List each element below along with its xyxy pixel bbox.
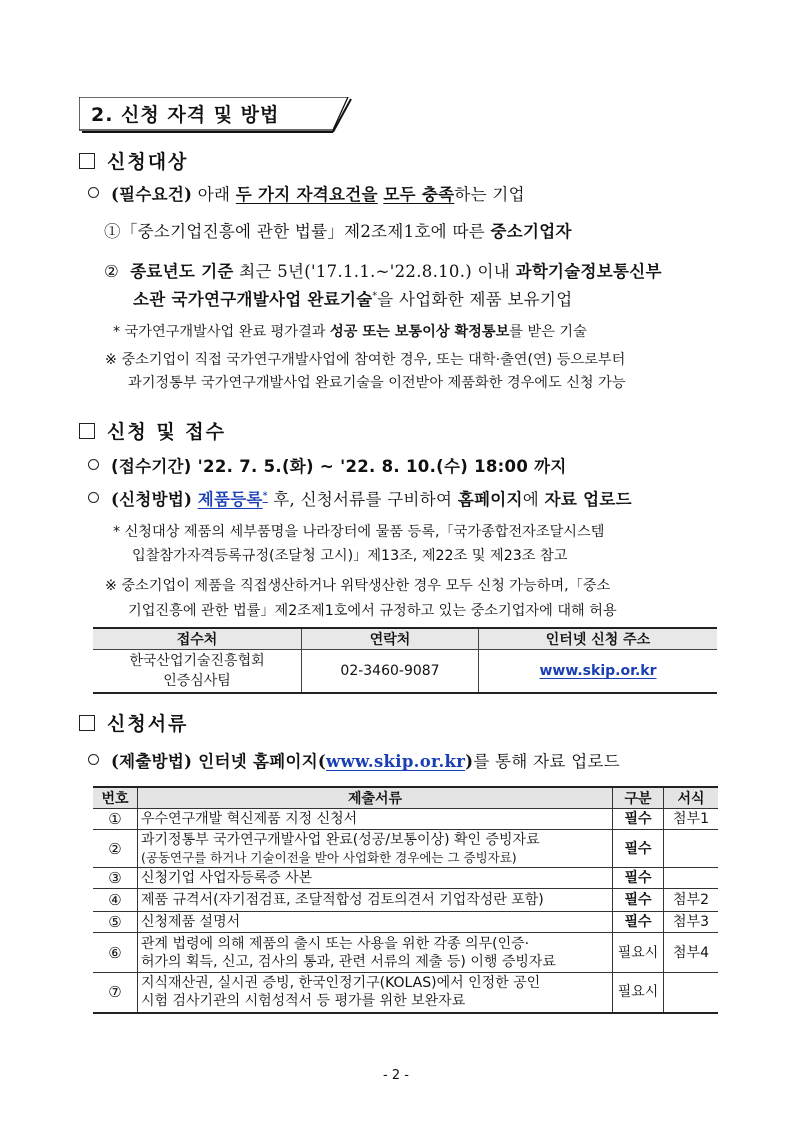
condition-2-line2: 소관 국가연구개발사업 완료기술*을 사업화한 제품 보유기업 <box>133 290 573 309</box>
checkbox-square-icon <box>79 153 95 169</box>
eligibility-note-2-line1: ※ 중소기업이 직접 국가연구개발사업에 참여한 경우, 또는 대학·출연(연) 등으로부터 <box>105 352 626 368</box>
eligibility-note-1: * 국가연구개발사업 완료 평가결과 성공 또는 보통이상 확정통보를 받은 기술 <box>113 324 587 340</box>
url-cell <box>479 650 718 694</box>
circle-bullet-icon <box>88 187 99 198</box>
circle-bullet-icon <box>88 459 99 470</box>
checkbox-square-icon <box>79 715 95 731</box>
required-conditions-line: (필수요건) 아래 두 가지 자격요건을 모두 충족하는 기업 <box>88 181 525 205</box>
table-row: ③ 신청기업 사업자등록증 사본 필수 <box>93 868 718 889</box>
heading-application: 신청 및 접수 <box>79 417 226 444</box>
circle-bullet-icon <box>88 754 99 765</box>
eligibility-note-2-line2: 과기정통부 국가연구개발사업 완료기술을 이전받아 제품화한 경우에도 신청 가능 <box>128 375 626 391</box>
documents-table <box>93 786 718 1014</box>
application-period-line: (접수기간) '22. 7. 5.(화) ~ '22. 8. 10.(수) 18:00 까지 <box>88 453 567 477</box>
header-cell: 제출서류 <box>138 787 613 809</box>
section-title: 2. 신청 자격 및 방법 <box>91 104 280 126</box>
header-cell: 접수처 <box>93 628 302 650</box>
condition-2-line1: ② 종료년도 기준 최근 5년('17.1.1.~'22.8.10.) 이내 과학기술정보통신부 <box>104 262 662 281</box>
application-note-1-line2: 입찰참가자격등록규정(조달청 고시)」제13조, 제22조 및 제23조 참고 <box>132 548 568 564</box>
skip-homepage-link[interactable]: www.skip.or.kr <box>326 752 466 771</box>
heading-documents: 신청서류 <box>79 709 188 736</box>
header-cell: 번호 <box>93 787 138 809</box>
table-header-row <box>93 787 718 809</box>
checkbox-square-icon <box>79 423 95 439</box>
application-note-1-line1: * 신청대상 제품의 세부품명을 나라장터에 물품 등록,「국가종합전자조달시스템 <box>113 524 605 540</box>
header-cell: 구분 <box>613 787 664 809</box>
table-row: ① 우수연구개발 혁신제품 지정 신청서 필수 첨부1 <box>93 809 718 830</box>
table-row <box>93 650 717 694</box>
condition-1: ①「중소기업진흥에 관한 법률」제2조제1호에 따른 중소기업자 <box>104 222 572 241</box>
circle-bullet-icon <box>88 492 99 503</box>
table-row: ⑦ 지식재산권, 실시권 증빙, 한국인정기구(KOLAS)에서 인정한 공인 시험 검사기관의 시험성적서 등 평가를 위한 보완자료 필요시 <box>93 973 718 1013</box>
contact-table <box>93 627 717 694</box>
page-number: - 2 - <box>383 1068 409 1083</box>
header-cell: 인터넷 신청 주소 <box>479 628 718 650</box>
table-row: ② 과기정통부 국가연구개발사업 완료(성공/보통이상) 확인 증빙자료 (공동연구를 하거나 기술이전을 받아 사업화한 경우에는 그 증빙자료) 필수 <box>93 830 718 868</box>
submission-method-line: (제출방법) 인터넷 홈페이지(www.skip.or.kr)를 통해 자료 업로드 <box>88 748 620 772</box>
heading-eligibility: 신청대상 <box>79 147 188 174</box>
application-note-2-line1: ※ 중소기업이 제품을 직접생산하거나 위탁생산한 경우 모두 신청 가능하며,「중소 <box>105 578 611 594</box>
application-method-line: (신청방법) 제품등록* 후, 신청서류를 구비하여 홈페이지에 자료 업로드 <box>88 486 632 510</box>
table-row: ⑤ 신청제품 설명서 필수 첨부3 <box>93 912 718 933</box>
table-row: ⑥ 관계 법령에 의해 제품의 출시 또는 사용을 위한 각종 의무(인증· 허가의 획득, 신고, 검사의 통과, 관련 서류의 제출 등) 이행 증빙자료 필요시 첨부4 <box>93 933 718 973</box>
table-header-row <box>93 628 717 650</box>
phone-cell: 02-3460-9087 <box>302 650 479 694</box>
application-note-2-line2: 기업진흥에 관한 법률」제2조제1호에서 규정하고 있는 중소기업자에 대해 허용 <box>128 603 617 619</box>
org-cell: 한국산업기술진흥협회 인증심사팀 <box>93 650 302 694</box>
header-cell: 서식 <box>664 787 719 809</box>
skip-website-link[interactable]: www.skip.or.kr <box>539 663 657 679</box>
header-cell: 연락처 <box>302 628 479 650</box>
table-row: ④ 제품 규격서(자기점검표, 조달적합성 검토의견서 기업작성란 포함) 필수 첨부2 <box>93 889 718 912</box>
product-registration-link[interactable]: 제품등록 <box>197 490 263 509</box>
